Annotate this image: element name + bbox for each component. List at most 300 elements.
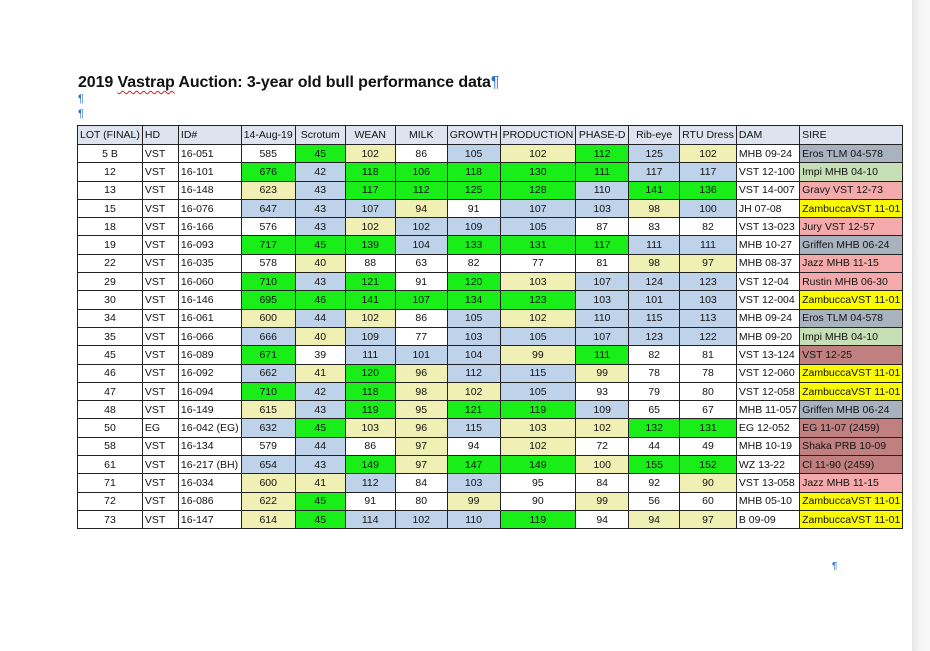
table-cell: 120 [345,364,395,382]
table-row [78,145,903,163]
table-cell: 94 [629,510,680,528]
table-cell: 97 [680,510,737,528]
table-cell: 115 [629,309,680,327]
table-cell: VST [142,273,178,291]
table-cell: 136 [680,181,737,199]
table-cell: ZambuccaVST 11-01 [800,382,903,400]
table-cell: 98 [395,382,447,400]
table-cell: 43 [295,273,345,291]
table-cell: B 09-09 [736,510,799,528]
table-row [78,309,903,327]
table-cell: 147 [447,456,500,474]
table-cell: 41 [295,364,345,382]
table-cell: 16-066 [178,327,241,345]
table-cell: EG 11-07 (2459) [800,419,903,437]
table-cell: 83 [629,218,680,236]
table-cell: 102 [576,419,629,437]
bull-performance-table [77,125,903,529]
table-cell: 88 [345,254,395,272]
table-cell: 133 [447,236,500,254]
table-cell: 42 [295,382,345,400]
table-cell: 115 [500,364,576,382]
table-cell: 84 [576,474,629,492]
table-cell: 16-092 [178,364,241,382]
table-cell: 103 [500,273,576,291]
table-cell: 16-148 [178,181,241,199]
table-cell: VST [142,474,178,492]
table-cell: ZambuccaVST 11-01 [800,492,903,510]
table-cell: VST 13-058 [736,474,799,492]
table-cell: 111 [576,346,629,364]
table-cell: 49 [680,437,737,455]
table-cell: 112 [447,364,500,382]
table-cell: MHB 05-10 [736,492,799,510]
table-cell: 100 [576,456,629,474]
table-cell: VST 12-058 [736,382,799,400]
table-cell: 111 [576,163,629,181]
table-cell: 101 [629,291,680,309]
table-cell: 110 [447,510,500,528]
table-cell: VST [142,382,178,400]
table-cell: 141 [345,291,395,309]
table-cell: 579 [241,437,295,455]
column-header: HD [142,126,178,145]
table-cell: 155 [629,456,680,474]
table-cell: 105 [500,218,576,236]
table-cell: 45 [295,236,345,254]
table-cell: 98 [629,199,680,217]
table-cell: 695 [241,291,295,309]
table-cell: 82 [447,254,500,272]
table-cell: VST 12-04 [736,273,799,291]
table-cell: VST [142,236,178,254]
table-cell: 16-086 [178,492,241,510]
table-cell: ZambuccaVST 11-01 [800,510,903,528]
table-cell: 94 [447,437,500,455]
table-cell: 125 [629,145,680,163]
table-cell: 97 [680,254,737,272]
table-cell: VST [142,254,178,272]
table-cell: 16-094 [178,382,241,400]
table-row [78,382,903,400]
table-cell: VST [142,145,178,163]
table-cell: 102 [345,309,395,327]
table-cell: 99 [576,492,629,510]
table-cell: VST [142,291,178,309]
table-cell: 117 [345,181,395,199]
table-cell: 45 [295,145,345,163]
table-cell: 105 [447,145,500,163]
table-cell: 671 [241,346,295,364]
table-cell: VST [142,364,178,382]
table-cell: 111 [629,236,680,254]
table-row [78,401,903,419]
table-cell: VST 12-100 [736,163,799,181]
table-cell: 600 [241,474,295,492]
table-cell: 79 [629,382,680,400]
title-misspelled-word: Vastrap [117,74,175,91]
table-cell: 78 [629,364,680,382]
table-cell: 35 [78,327,143,345]
table-cell: 110 [576,309,629,327]
table-cell: 102 [680,145,737,163]
table-cell: VST 13-124 [736,346,799,364]
table-cell: 109 [576,401,629,419]
table-cell: 43 [295,401,345,419]
table-cell: VST [142,437,178,455]
table-cell: 16-035 [178,254,241,272]
table-row [78,456,903,474]
table-row [78,199,903,217]
table-cell: 107 [576,327,629,345]
table-cell: 46 [78,364,143,382]
table-cell: 63 [395,254,447,272]
table-cell: 102 [500,437,576,455]
table-cell: 30 [78,291,143,309]
table-cell: 90 [500,492,576,510]
table-cell: ZambuccaVST 11-01 [800,291,903,309]
table-cell: 96 [395,364,447,382]
table-cell: 120 [447,273,500,291]
table-cell: 45 [78,346,143,364]
column-header: GROWTH [447,126,500,145]
table-cell: 84 [395,474,447,492]
table-cell: WZ 13-22 [736,456,799,474]
table-cell: Eros TLM 04-578 [800,145,903,163]
column-header: MILK [395,126,447,145]
table-cell: 80 [395,492,447,510]
table-cell: 123 [629,327,680,345]
table-cell: 130 [500,163,576,181]
table-row [78,437,903,455]
table-cell: 102 [345,145,395,163]
table-cell: 99 [447,492,500,510]
table-cell: 128 [500,181,576,199]
table-cell: 103 [500,419,576,437]
table-cell: Shaka PRB 10-09 [800,437,903,455]
table-cell: 113 [680,309,737,327]
table-cell: 107 [345,199,395,217]
column-header: Scrotum [295,126,345,145]
table-cell: 82 [629,346,680,364]
table-cell: 111 [680,236,737,254]
table-cell: 622 [241,492,295,510]
table-cell: Jury VST 12-57 [800,218,903,236]
table-cell: Jazz MHB 11-15 [800,474,903,492]
table-cell: 112 [395,181,447,199]
table-cell: 578 [241,254,295,272]
table-cell: 149 [500,456,576,474]
table-cell: VST [142,327,178,345]
table-cell: VST 12-060 [736,364,799,382]
table-cell: 106 [395,163,447,181]
table-cell: 103 [345,419,395,437]
table-cell: 119 [345,401,395,419]
table-cell: 109 [345,327,395,345]
column-header: PHASE-D [576,126,629,145]
table-cell: 102 [500,145,576,163]
table-cell: 34 [78,309,143,327]
table-row [78,163,903,181]
table-cell: 110 [576,181,629,199]
table-row [78,291,903,309]
table-cell: 44 [629,437,680,455]
table-cell: VST [142,456,178,474]
table-cell: 97 [395,437,447,455]
column-header: WEAN [345,126,395,145]
column-header: 14-Aug-19 [241,126,295,145]
table-cell: VST 12-004 [736,291,799,309]
table-cell: 666 [241,327,295,345]
empty-paragraph-mark: ¶ [78,93,84,105]
table-cell: VST [142,492,178,510]
table-cell: 99 [576,364,629,382]
table-cell: 16-061 [178,309,241,327]
table-cell: 623 [241,181,295,199]
table-cell: MHB 10-27 [736,236,799,254]
table-cell: 71 [78,474,143,492]
table-cell: 16-089 [178,346,241,364]
table-cell: 16-147 [178,510,241,528]
table-cell: 41 [295,474,345,492]
end-pilcrow-mark: ¶ [832,561,838,572]
table-cell: Gravy VST 12-73 [800,181,903,199]
table-cell: 102 [345,218,395,236]
table-cell: 99 [500,346,576,364]
table-cell: 40 [295,327,345,345]
table-cell: 77 [395,327,447,345]
table-cell: 122 [680,327,737,345]
table-row [78,364,903,382]
table-cell: MHB 11-057 [736,401,799,419]
side-pane-edge [912,0,930,651]
table-cell: 662 [241,364,295,382]
table-cell: 717 [241,236,295,254]
table-cell: 72 [576,437,629,455]
table-cell: 44 [295,437,345,455]
table-cell: 81 [680,346,737,364]
table-cell: 104 [447,346,500,364]
table-cell: 118 [345,163,395,181]
table-cell: 56 [629,492,680,510]
document-title [78,74,499,92]
table-cell: 86 [395,145,447,163]
table-cell: 16-034 [178,474,241,492]
table-cell: 103 [447,327,500,345]
table-cell: 16-166 [178,218,241,236]
table-row [78,236,903,254]
table-cell: 46 [295,291,345,309]
table-cell: 576 [241,218,295,236]
table-row [78,492,903,510]
table-cell: 102 [500,309,576,327]
table-cell: Griffen MHB 06-24 [800,236,903,254]
table-row [78,273,903,291]
table-cell: 45 [295,419,345,437]
table-row [78,218,903,236]
column-header: DAM [736,126,799,145]
title-part-2: Auction: 3-year old bull performance data [174,74,491,91]
table-cell: 22 [78,254,143,272]
table-cell: 40 [295,254,345,272]
table-cell: Rustin MHB 06-30 [800,273,903,291]
pilcrow-mark: ¶ [490,74,500,91]
table-cell: 5 B [78,145,143,163]
empty-paragraph-mark: ¶ [78,108,84,120]
table-cell: 105 [447,309,500,327]
table-cell: VST [142,199,178,217]
table-cell: 48 [78,401,143,419]
table-row [78,510,903,528]
table-cell: VST [142,309,178,327]
table-cell: 50 [78,419,143,437]
table-row [78,254,903,272]
column-header: RTU Dress [680,126,737,145]
table-cell: Impi MHB 04-10 [800,327,903,345]
table-cell: 152 [680,456,737,474]
table-cell: VST 13-023 [736,218,799,236]
table-cell: 29 [78,273,143,291]
table-cell: 43 [295,199,345,217]
table-cell: 44 [295,309,345,327]
table-cell: 112 [576,145,629,163]
table-cell: 647 [241,199,295,217]
table-cell: 16-060 [178,273,241,291]
table-cell: 676 [241,163,295,181]
table-cell: 16-051 [178,145,241,163]
table-cell: 615 [241,401,295,419]
table-cell: 121 [345,273,395,291]
table-cell: 65 [629,401,680,419]
table-cell: 111 [345,346,395,364]
table-cell: 16-134 [178,437,241,455]
table-cell: Griffen MHB 06-24 [800,401,903,419]
table-cell: Cl 11-90 (2459) [800,456,903,474]
table-cell: EG [142,419,178,437]
table-cell: 47 [78,382,143,400]
table-cell: 73 [78,510,143,528]
table-cell: 632 [241,419,295,437]
table-cell: VST 12-25 [800,346,903,364]
table-cell: 16-149 [178,401,241,419]
table-cell: 16-146 [178,291,241,309]
table-cell: 123 [500,291,576,309]
table-cell: Eros TLM 04-578 [800,309,903,327]
table-cell: 121 [447,401,500,419]
table-cell: 16-093 [178,236,241,254]
table-cell: 103 [576,199,629,217]
table-cell: 61 [78,456,143,474]
table-row [78,181,903,199]
table-cell: 149 [345,456,395,474]
table-cell: 107 [500,199,576,217]
table-cell: 95 [500,474,576,492]
table-cell: 82 [680,218,737,236]
table-cell: 132 [629,419,680,437]
table-cell: 90 [680,474,737,492]
table-cell: 131 [680,419,737,437]
table-row [78,346,903,364]
table-cell: 91 [447,199,500,217]
table-cell: VST [142,401,178,419]
table-cell: VST [142,346,178,364]
table-cell: 58 [78,437,143,455]
table-cell: 94 [576,510,629,528]
table-cell: 96 [395,419,447,437]
table-cell: 139 [345,236,395,254]
table-cell: 39 [295,346,345,364]
table-cell: 87 [576,218,629,236]
table-cell: 43 [295,181,345,199]
table-cell: VST [142,181,178,199]
table-cell: 103 [576,291,629,309]
table-cell: 100 [680,199,737,217]
table-cell: VST [142,163,178,181]
table-cell: 45 [295,492,345,510]
column-header: LOT (FINAL) [78,126,143,145]
table-cell: 86 [395,309,447,327]
table-cell: 42 [295,163,345,181]
table-row [78,419,903,437]
table-cell: 16-042 (EG) [178,419,241,437]
column-header: PRODUCTION [500,126,576,145]
table-cell: 93 [576,382,629,400]
table-cell: 12 [78,163,143,181]
table-cell: 710 [241,382,295,400]
table-cell: 134 [447,291,500,309]
table-cell: 124 [629,273,680,291]
table-header-row [78,126,903,145]
table-cell: 117 [576,236,629,254]
table-cell: 118 [447,163,500,181]
column-header: Rib-eye [629,126,680,145]
table-cell: 114 [345,510,395,528]
table-cell: 119 [500,401,576,419]
table-cell: 614 [241,510,295,528]
table-cell: 86 [345,437,395,455]
table-cell: 117 [680,163,737,181]
table-cell: 15 [78,199,143,217]
table-cell: 102 [447,382,500,400]
table-cell: 107 [576,273,629,291]
table-row [78,327,903,345]
table-cell: 112 [345,474,395,492]
table-cell: 60 [680,492,737,510]
table-cell: 600 [241,309,295,327]
table-cell: VST 14-007 [736,181,799,199]
table-cell: VST [142,218,178,236]
table-cell: 18 [78,218,143,236]
table-cell: 115 [447,419,500,437]
table-cell: 141 [629,181,680,199]
table-cell: Jazz MHB 11-15 [800,254,903,272]
table-cell: 91 [345,492,395,510]
table-cell: 72 [78,492,143,510]
table-cell: 117 [629,163,680,181]
table-cell: 105 [500,382,576,400]
table-cell: 131 [500,236,576,254]
table-cell: 104 [395,236,447,254]
table-cell: 103 [680,291,737,309]
table-cell: 16-101 [178,163,241,181]
column-header: SIRE [800,126,903,145]
table-cell: 107 [395,291,447,309]
table-cell: 80 [680,382,737,400]
table-cell: 101 [395,346,447,364]
table-cell: 123 [680,273,737,291]
table-cell: 125 [447,181,500,199]
table-cell: Impi MHB 04-10 [800,163,903,181]
